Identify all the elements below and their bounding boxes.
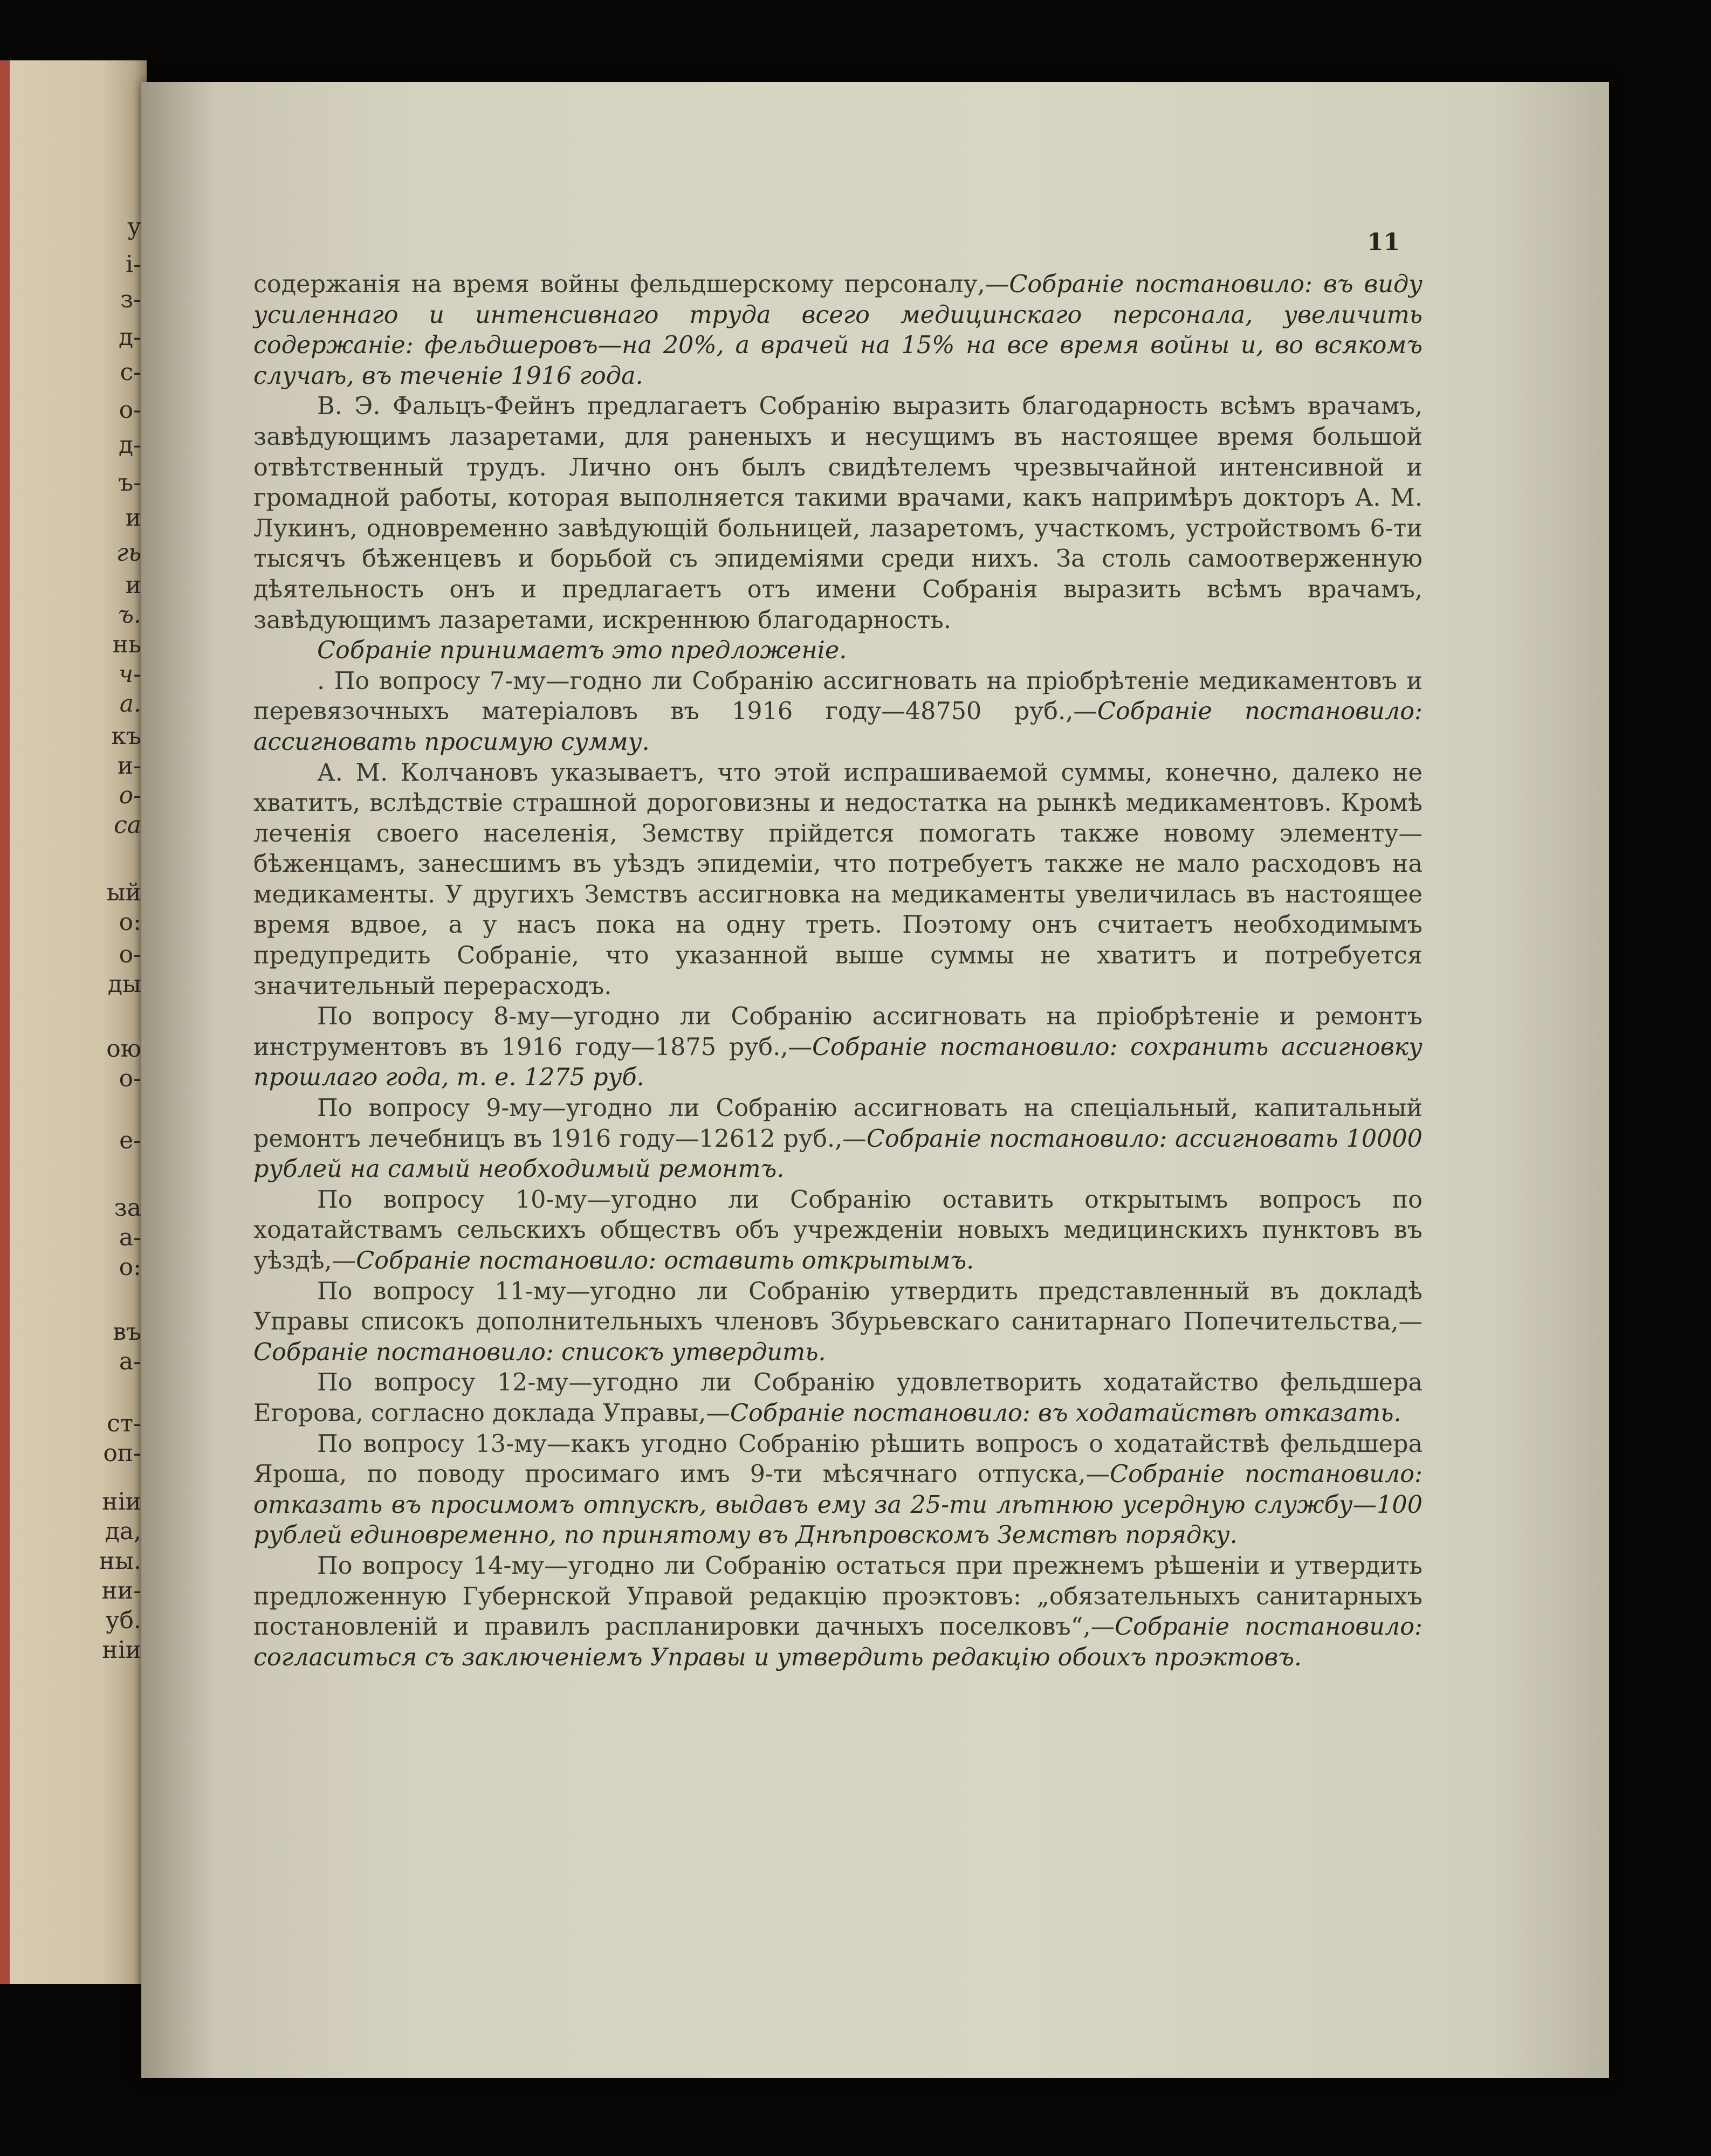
paragraph (253, 1551, 1423, 1673)
left-page-fragment: и (125, 571, 141, 599)
left-page-fragment: ою (106, 1035, 141, 1063)
left-page-fragment: д- (119, 431, 141, 459)
left-page-fragment: ый (106, 879, 141, 906)
paragraph-text: По вопросу 13-му—какъ угодно Собранію рѣшить вопросъ о ходатайствѣ фельдшера Яроша, по поводу просимаго имъ 9-ти мѣсячнаго отпуска,— (253, 1430, 1423, 1489)
paragraph (253, 1185, 1423, 1277)
left-page-fragment: къ (111, 722, 141, 750)
paragraph (253, 1429, 1423, 1551)
left-page-fragment: а. (119, 690, 141, 718)
left-page-fragment: гь (116, 539, 141, 567)
page-body (253, 270, 1423, 1673)
left-page-fragment: ды (107, 970, 141, 998)
left-page-fragment: о: (119, 908, 141, 936)
paragraph-text: По вопросу 12-му—угодно ли Собранію удовлетворить ходатайство фельдшера Егорова, согласно доклада Управы,— (253, 1369, 1423, 1427)
paragraph-text: содержанія на время войны фельдшерскому персоналу,— (253, 271, 1009, 298)
paragraph (253, 391, 1423, 636)
paragraph-text: . По вопросу 7-му—годно ли Собранію ассигновать на пріобрѣтеніе медикаментовъ и перевязочныхъ матеріаловъ въ 1916 году—48750 руб.,— (253, 667, 1423, 726)
paragraph (253, 1277, 1423, 1368)
left-page-fragment: е- (119, 1127, 141, 1154)
left-page-fragment: о: (119, 1253, 141, 1281)
paragraph (253, 270, 1423, 391)
left-page-fragment: и- (117, 752, 141, 780)
left-page-fragment: уб. (105, 1607, 141, 1634)
left-page-fragment: за (114, 1194, 141, 1222)
resolution-text: Собраніе постановило: въ ходатайствѣ отказать. (730, 1399, 1401, 1427)
paragraph-text: По вопросу 11-му—угодно ли Собранію утвердить представленный въ докладѣ Управы списокъ дополнительныхъ членовъ Збурьевскаго санитарнаго Попечительства,— (253, 1277, 1423, 1336)
left-page-fragment: да, (105, 1518, 141, 1545)
resolution-text: Собраніе постановило: списокъ утвердить. (253, 1338, 826, 1366)
left-page-fragment: і- (126, 251, 141, 278)
paragraph (253, 1002, 1423, 1093)
left-page-fragment: о- (119, 396, 141, 424)
left-page-fragment: о- (119, 782, 141, 809)
left-page-fragment: у (127, 213, 141, 240)
left-page-fragment: а- (119, 1224, 141, 1251)
left-page-fragment: ст- (107, 1410, 141, 1437)
paragraph (253, 758, 1423, 1002)
book-cover-edge (0, 60, 10, 1984)
paragraph (253, 666, 1423, 758)
paragraph-text: А. М. Колчановъ указываетъ, что этой испрашиваемой суммы, конечно, далеко не хватитъ, вслѣдствіе страшной дороговизны и недостатка на рынкѣ медикаментовъ. Кромѣ леченія своего населенія, Земству прійдется помогать также новому элементу—бѣженцамъ, занесшимъ въ уѣздъ эпидеміи, что потребуетъ также не мало расходовъ на медикаменты. У другихъ Земствъ ассигновка на медикаменты увеличилась въ настоящее время вдвое, а у насъ пока на одну треть. Поэтому онъ считаетъ необходимымъ предупредить Собраніе, что указанной выше суммы не хватитъ и потребуется значительный перерасходъ. (253, 759, 1423, 1000)
left-page-fragment: з- (120, 286, 141, 313)
resolution-text: Собраніе постановило: ассигновать 10000 рублей на самый необходимый ремонтъ. (253, 1125, 1423, 1183)
left-page-fragment: нь (112, 631, 141, 658)
left-page-fragment: ны. (99, 1547, 141, 1575)
left-page-fragment: о- (119, 941, 141, 968)
left-page-fragment: о- (119, 1065, 141, 1092)
left-page-fragment: са (114, 811, 141, 839)
resolution-text: Собраніе постановило: ассигновать просимую сумму. (253, 698, 1423, 756)
paragraph (253, 636, 1423, 666)
resolution-text: Собраніе постановило: согласиться съ заключеніемъ Управы и утвердить редакцію обоихъ проэктовъ. (253, 1613, 1423, 1671)
paragraph-text: По вопросу 9-му—угодно ли Собранію ассигновать на спеціальный, капитальный ремонтъ лечебницъ въ 1916 году—12612 руб.,— (253, 1094, 1423, 1153)
resolution-text: Собраніе постановило: сохранить ассигновку прошлаго года, т. е. 1275 руб. (253, 1033, 1423, 1092)
paragraph-text: По вопросу 10-му—угодно ли Собранію оставить открытымъ вопросъ по ходатайствамъ сельскихъ обществъ объ учрежденіи новыхъ медицинскихъ пунктовъ въ уѣздѣ,— (253, 1186, 1423, 1275)
paragraph-text: По вопросу 8-му—угодно ли Собранію ассигновать на пріобрѣтеніе и ремонтъ инструментовъ въ 1916 году—1875 руб.,— (253, 1003, 1423, 1061)
resolution-text: Собраніе постановило: въ виду усиленнаго и интенсивнаго труда всего медицинскаго персонала, увеличить содержаніе: фельдшеровъ—на 20%, а врачей на 15% на все время войны и, во всякомъ случаѣ, въ теченіе 1916 года. (253, 271, 1423, 390)
left-page-edge (0, 60, 147, 1984)
resolution-text: Собраніе принимаетъ это предложеніе. (317, 637, 847, 665)
left-page-fragment: д- (119, 323, 141, 351)
page-number: 11 (1367, 229, 1400, 256)
left-page-fragment: ъ. (118, 601, 141, 629)
paragraph-text: По вопросу 14-му—угодно ли Собранію остаться при прежнемъ рѣшеніи и утвердить предложенную Губернской Управой редакцію проэктовъ: „обязательныхъ санитарныхъ постановленій и правилъ распланировки дачныхъ поселковъ“,— (253, 1552, 1423, 1641)
left-page-fragment: с- (120, 359, 141, 386)
left-page-fragment: ни- (101, 1577, 141, 1604)
paragraph (253, 1368, 1423, 1429)
paragraph-text: В. Э. Фальцъ-Фейнъ предлагаетъ Собранію выразить благодарность всѣмъ врачамъ, завѣдующимъ лазаретами, для раненыхъ и несущимъ въ настоящее время большой отвѣтственный трудъ. Лично онъ былъ свидѣтелемъ чрезвычайной интенсивной и громадной работы, которая выполняется такими врачами, какъ напримѣръ докторъ А. М. Лукинъ, одновременно завѣдующій больницей, лазаретомъ, участкомъ, устройствомъ 6-ти тысячъ бѣженцевъ и борьбой съ эпидеміями среди нихъ. За столь самоотверженную дѣятельность онъ и предлагаетъ отъ имени Собранія выразить всѣмъ врачамъ, завѣдующимъ лазаретами, искреннюю благодарность. (253, 392, 1423, 634)
paragraph (253, 1093, 1423, 1185)
left-page-fragment: нiи (102, 1488, 141, 1516)
left-page-fragment: ч- (118, 660, 141, 688)
resolution-text: Собраніе постановило: отказать въ просимомъ отпускѣ, выдавъ ему за 25-ти лѣтнюю усердную службу—100 рублей единовременно, по принятому въ Днѣпровскомъ Земствѣ порядку. (253, 1461, 1423, 1549)
left-page-fragment: въ (113, 1318, 141, 1346)
resolution-text: Собраніе постановило: оставить открытымъ. (356, 1247, 974, 1275)
left-page-fragment: нiи (102, 1636, 141, 1664)
left-page-fragment: и (125, 504, 141, 532)
left-page-fragment: ъ- (118, 469, 141, 497)
left-page-fragment: оп- (103, 1439, 141, 1467)
left-page-fragment: а- (119, 1348, 141, 1375)
